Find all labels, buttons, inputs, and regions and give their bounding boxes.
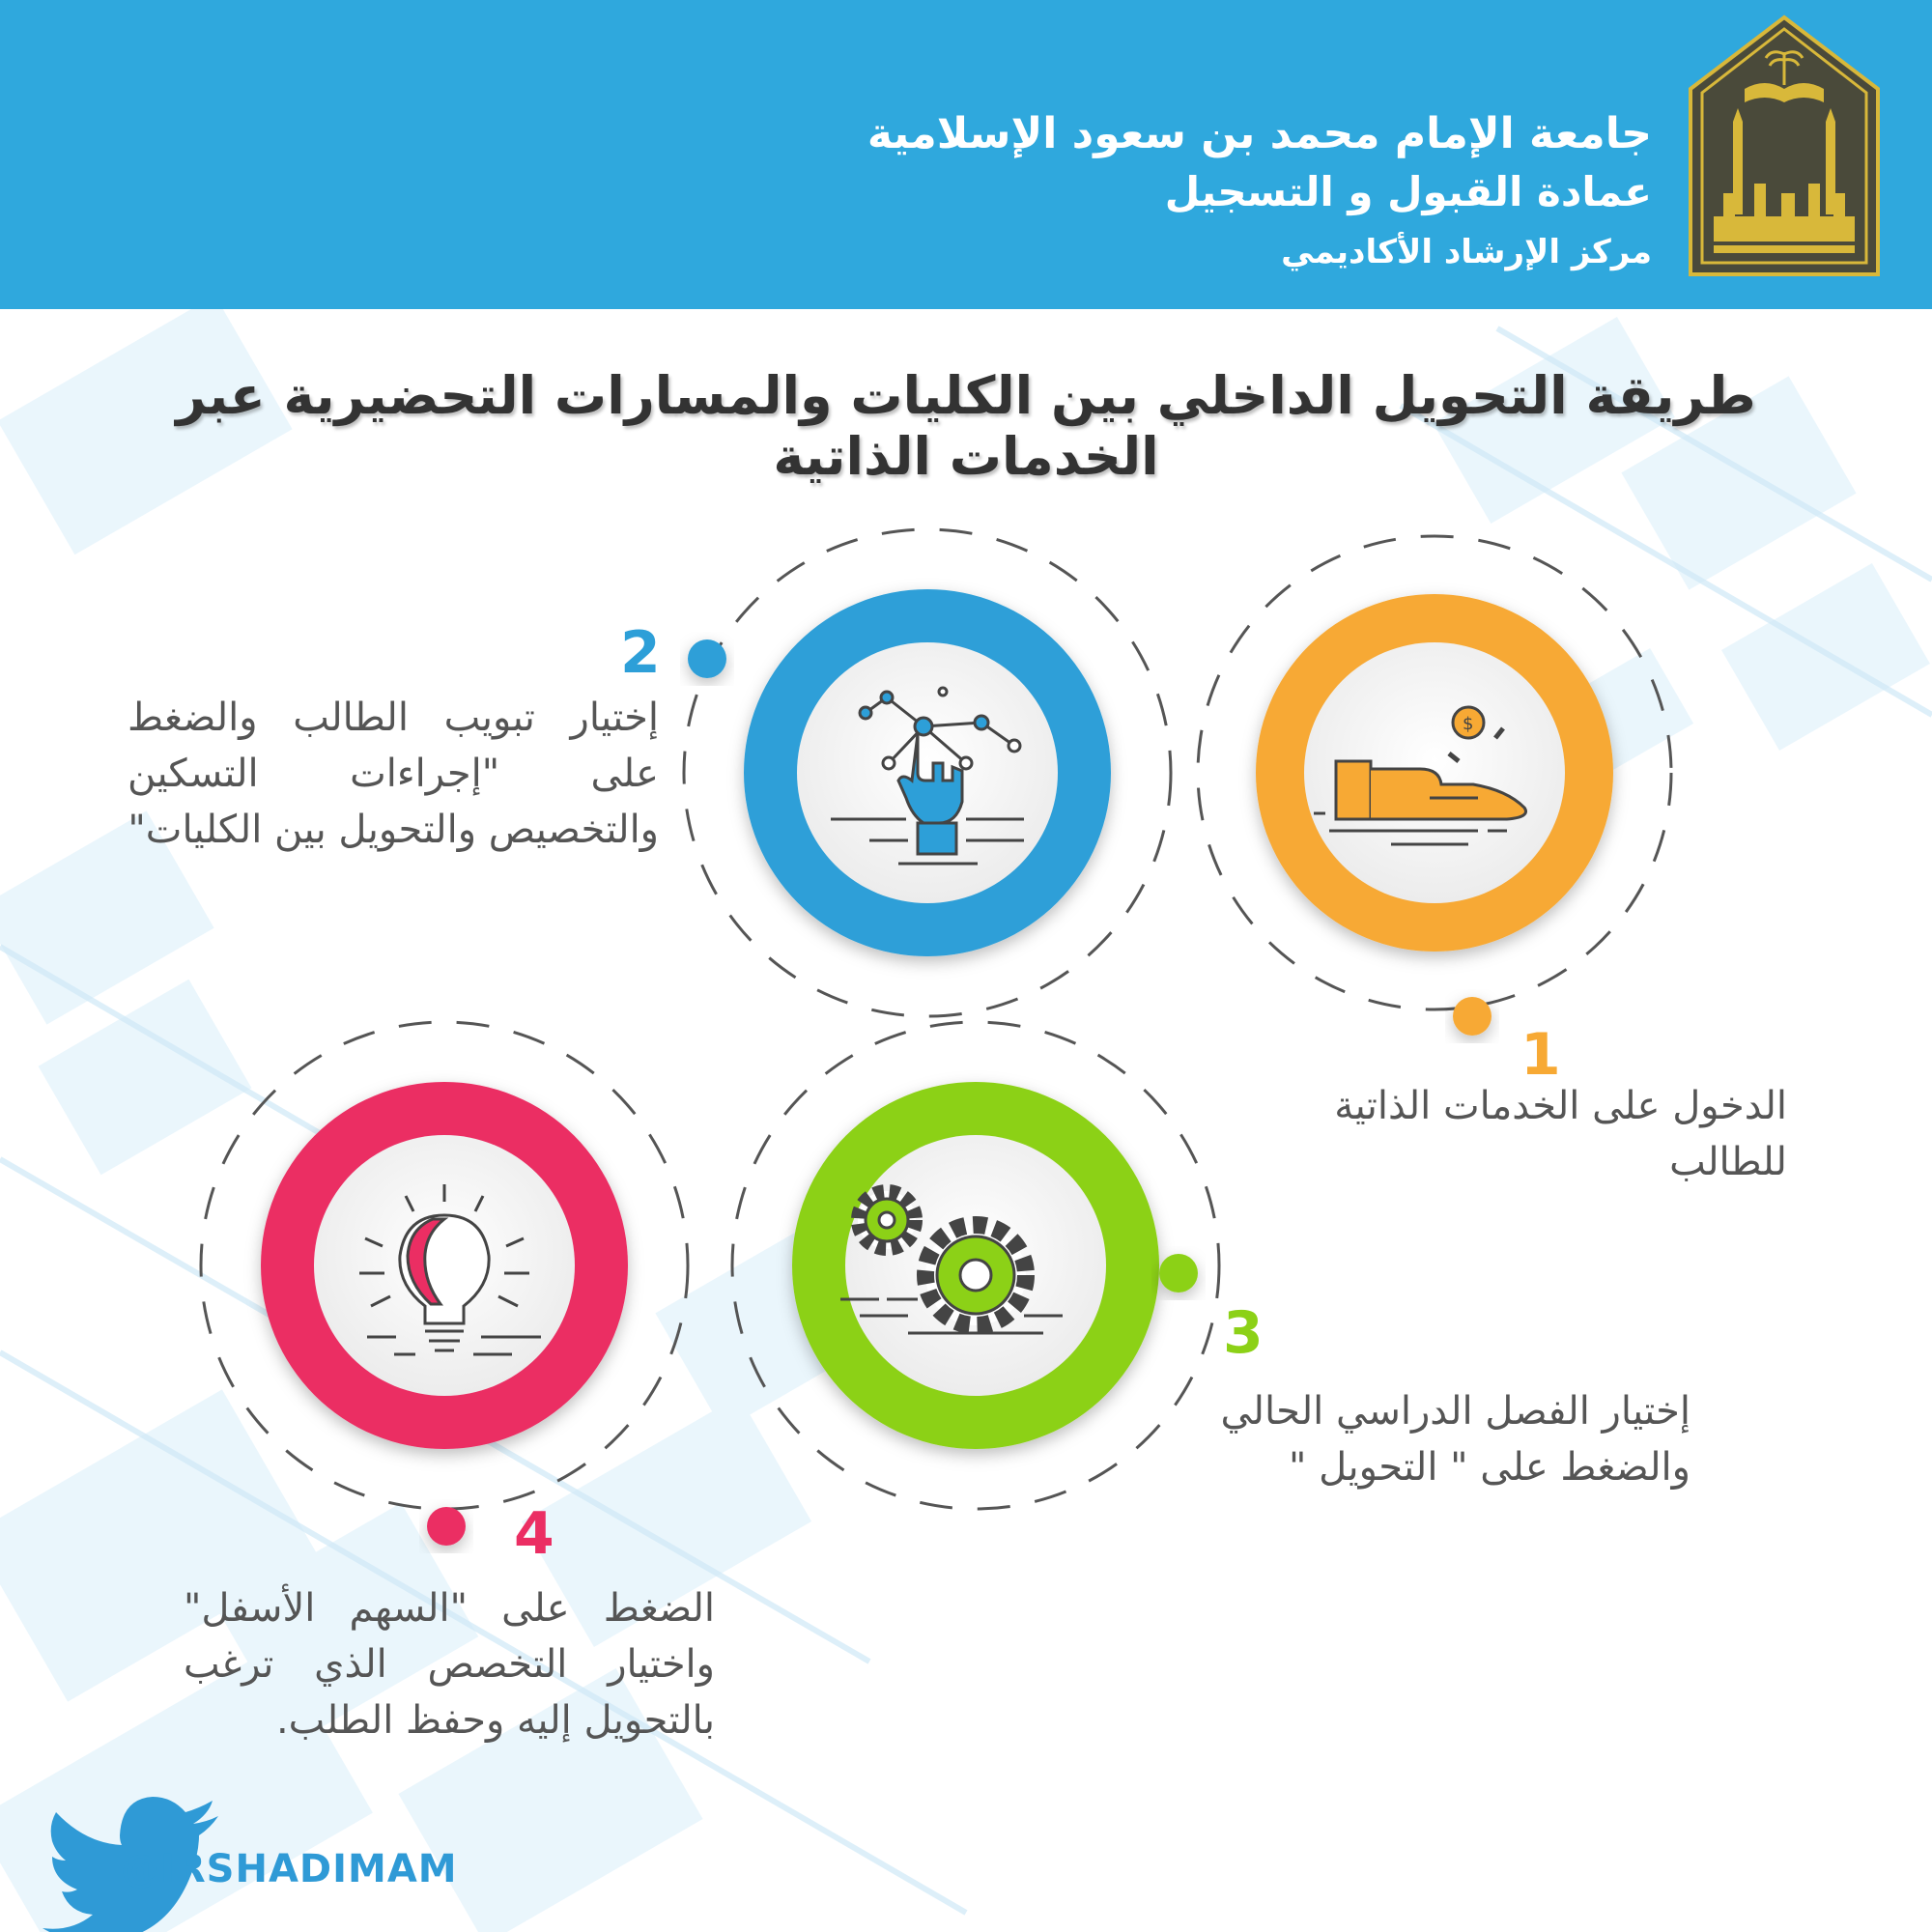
- step-1-marker-dot: [1453, 997, 1492, 1036]
- step-2-circle: [744, 589, 1111, 956]
- step-4-number: 4: [514, 1500, 554, 1568]
- step-3-number: 3: [1223, 1299, 1264, 1367]
- university-name: جامعة الإمام محمد بن سعود الإسلامية: [867, 109, 1652, 158]
- step-2-text: إختيار تبويب الطالب والضغط على "إجراءات التسكين والتخصيص والتحويل بين الكليات": [128, 696, 659, 852]
- step-3-marker-dot: [1159, 1254, 1198, 1293]
- twitter-handle[interactable]: @IRSHADIMAM: [121, 1847, 458, 1891]
- step-4-marker-dot: [427, 1507, 466, 1546]
- step-2-number: 2: [620, 619, 661, 687]
- step-3-text: إختيار الفصل الدراسي الحالي والضغط على " التحويل ": [1220, 1389, 1690, 1490]
- step-2-marker-dot: [688, 639, 726, 678]
- step-4-text: الضغط على "السهم الأسفل" واختيار التخصص الذي ترغب بالتحويل إليه وحفظ الطلب.: [184, 1586, 715, 1743]
- step-1-number: 1: [1520, 1021, 1561, 1089]
- deanship-name: عمادة القبول و التسجيل: [1164, 168, 1652, 215]
- center-name: مركز الإرشاد الأكاديمي: [1281, 233, 1652, 271]
- page-title: طريقة التحويل الداخلي بين الكليات والمسارات التحضيرية عبر الخدمات الذاتية: [176, 365, 1756, 487]
- svg-text:$: $: [1463, 714, 1474, 734]
- step-1-text: الدخول على الخدمات الذاتية للطالب: [1334, 1084, 1787, 1184]
